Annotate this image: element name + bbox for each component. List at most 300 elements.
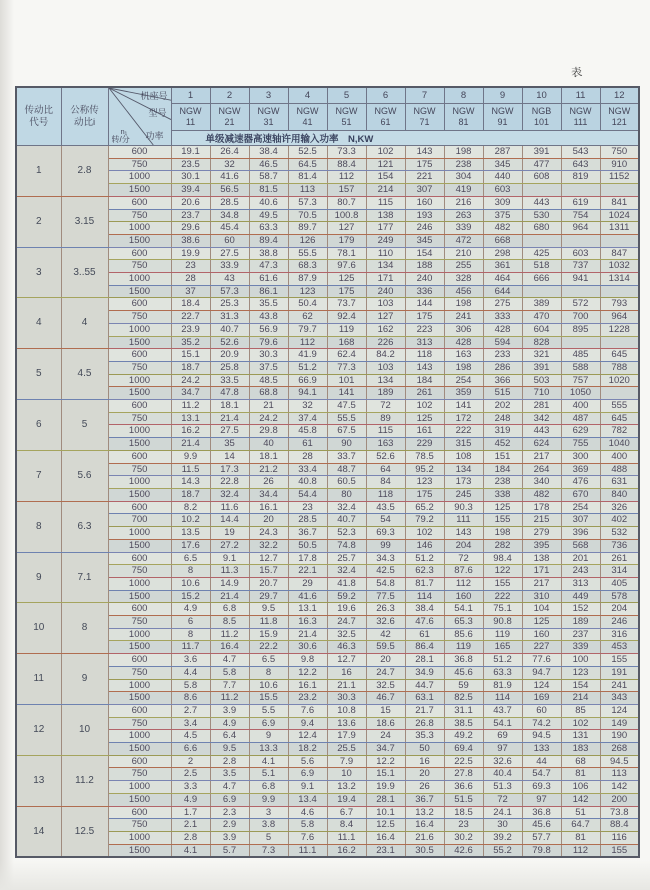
power-value-cell: 6.6 bbox=[171, 743, 210, 756]
power-value-cell: 1032 bbox=[600, 260, 639, 273]
power-value-cell: 515 bbox=[483, 387, 522, 400]
power-value-cell: 131 bbox=[561, 730, 600, 743]
power-value-cell: 190 bbox=[600, 730, 639, 743]
power-value-cell: 3.5 bbox=[210, 768, 249, 781]
power-value-cell: 246 bbox=[600, 616, 639, 629]
power-value-cell: 24.2 bbox=[249, 412, 288, 425]
power-value-cell: 1040 bbox=[600, 438, 639, 451]
power-value-cell: 18.7 bbox=[171, 488, 210, 501]
power-value-cell: 102 bbox=[405, 400, 444, 413]
nominal-ratio-cell: 3..55 bbox=[61, 247, 108, 298]
power-value-cell: 41.9 bbox=[288, 349, 327, 362]
power-value-cell: 8 bbox=[171, 628, 210, 641]
power-value-cell: 183 bbox=[561, 743, 600, 756]
power-value-cell: 9.1 bbox=[210, 552, 249, 565]
power-value-cell: 175 bbox=[327, 285, 366, 298]
rpm-cell: 1500 bbox=[108, 488, 171, 501]
power-value-cell: 223 bbox=[405, 323, 444, 336]
rpm-cell: 750 bbox=[108, 412, 171, 425]
model-cell: NGW 71 bbox=[405, 104, 444, 131]
power-value-cell: 555 bbox=[600, 400, 639, 413]
power-value-cell: 6.4 bbox=[210, 730, 249, 743]
rpm-cell: 1500 bbox=[108, 336, 171, 349]
rpm-cell: 1500 bbox=[108, 539, 171, 552]
power-value-cell: 54.1 bbox=[483, 717, 522, 730]
power-value-cell: 98.4 bbox=[483, 552, 522, 565]
power-value-cell: 69.4 bbox=[444, 743, 483, 756]
power-value-cell: 110 bbox=[366, 247, 405, 260]
power-value-cell: 666 bbox=[522, 273, 561, 286]
power-value-cell: 6.7 bbox=[327, 806, 366, 819]
rpm-cell: 1000 bbox=[108, 628, 171, 641]
frame-number-cell: 6 bbox=[366, 87, 405, 104]
power-value-cell: 33.7 bbox=[327, 450, 366, 463]
power-value-cell: 782 bbox=[600, 425, 639, 438]
power-value-cell bbox=[561, 285, 600, 298]
power-value-cell: 395 bbox=[522, 539, 561, 552]
power-value-cell: 215 bbox=[522, 514, 561, 527]
power-value-cell: 339 bbox=[561, 641, 600, 654]
power-value-cell: 736 bbox=[600, 539, 639, 552]
power-value-cell: 59 bbox=[444, 679, 483, 692]
power-value-cell: 304 bbox=[444, 171, 483, 184]
power-value-cell: 100 bbox=[561, 654, 600, 667]
power-value-cell: 157 bbox=[327, 184, 366, 197]
power-value-cell: 163 bbox=[366, 438, 405, 451]
power-value-cell: 5.6 bbox=[288, 755, 327, 768]
power-value-cell: 8 bbox=[249, 666, 288, 679]
nominal-ratio-cell: 9 bbox=[61, 654, 108, 705]
power-value-cell: 54 bbox=[366, 514, 405, 527]
power-value-cell: 375 bbox=[483, 209, 522, 222]
table-row bbox=[16, 311, 639, 324]
power-value-cell: 910 bbox=[600, 158, 639, 171]
power-value-cell: 30 bbox=[483, 819, 522, 832]
power-value-cell: 603 bbox=[561, 247, 600, 260]
power-value-cell: 1311 bbox=[600, 222, 639, 235]
power-value-cell: 81.5 bbox=[249, 184, 288, 197]
power-value-cell: 25.5 bbox=[327, 743, 366, 756]
power-value-cell: 86.1 bbox=[249, 285, 288, 298]
power-value-cell: 17.3 bbox=[210, 463, 249, 476]
power-value-cell bbox=[561, 234, 600, 247]
power-value-cell: 114 bbox=[483, 692, 522, 705]
table-row bbox=[16, 679, 639, 692]
table-row bbox=[16, 450, 639, 463]
table-row bbox=[16, 323, 639, 336]
power-value-cell: 198 bbox=[444, 361, 483, 374]
rpm-cell: 750 bbox=[108, 717, 171, 730]
model-cell: NGW 21 bbox=[210, 104, 249, 131]
power-value-cell: 3.3 bbox=[171, 781, 210, 794]
power-value-cell: 33.4 bbox=[288, 463, 327, 476]
power-value-cell: 366 bbox=[483, 374, 522, 387]
rpm-cell: 1500 bbox=[108, 590, 171, 603]
rpm-cell: 1000 bbox=[108, 222, 171, 235]
table-row bbox=[16, 514, 639, 527]
power-value-cell: 54.1 bbox=[444, 603, 483, 616]
rpm-cell: 600 bbox=[108, 450, 171, 463]
power-value-cell: 85.6 bbox=[444, 628, 483, 641]
power-value-cell: 95.2 bbox=[405, 463, 444, 476]
power-value-cell: 73.7 bbox=[327, 298, 366, 311]
power-value-cell: 21.7 bbox=[405, 704, 444, 717]
power-value-cell: 114 bbox=[405, 590, 444, 603]
power-value-cell: 624 bbox=[522, 438, 561, 451]
table-row bbox=[16, 260, 639, 273]
power-value-cell: 21.1 bbox=[327, 679, 366, 692]
power-value-cell: 5 bbox=[249, 831, 288, 844]
power-value-cell: 6 bbox=[171, 616, 210, 629]
power-value-cell: 645 bbox=[600, 349, 639, 362]
power-value-cell: 142 bbox=[561, 793, 600, 806]
power-value-cell: 40 bbox=[249, 438, 288, 451]
power-value-cell: 123 bbox=[561, 666, 600, 679]
model-cell: NGW 81 bbox=[444, 104, 483, 131]
power-value-cell: 30.3 bbox=[249, 349, 288, 362]
power-value-cell: 21.4 bbox=[171, 438, 210, 451]
power-value-cell: 204 bbox=[600, 603, 639, 616]
power-value-cell: 14.9 bbox=[210, 577, 249, 590]
power-value-cell: 11.6 bbox=[210, 501, 249, 514]
power-value-cell: 261 bbox=[600, 552, 639, 565]
power-value-cell: 7.9 bbox=[327, 755, 366, 768]
power-value-cell: 4.1 bbox=[171, 844, 210, 857]
power-value-cell: 680 bbox=[522, 222, 561, 235]
power-value-cell: 127 bbox=[327, 222, 366, 235]
power-value-cell: 84 bbox=[366, 476, 405, 489]
power-value-cell: 47.8 bbox=[210, 387, 249, 400]
power-value-cell: 46.3 bbox=[327, 641, 366, 654]
power-value-cell: 25.3 bbox=[210, 298, 249, 311]
power-value-cell: 40.7 bbox=[327, 514, 366, 527]
power-value-cell: 52.3 bbox=[327, 527, 366, 540]
power-value-cell: 70.5 bbox=[288, 209, 327, 222]
power-value-cell: 476 bbox=[561, 476, 600, 489]
power-value-cell: 828 bbox=[522, 336, 561, 349]
power-value-cell: 15.9 bbox=[249, 628, 288, 641]
power-value-cell: 7.3 bbox=[249, 844, 288, 857]
power-value-cell: 81.7 bbox=[405, 577, 444, 590]
power-value-cell: 23 bbox=[288, 501, 327, 514]
table-row bbox=[16, 527, 639, 540]
power-value-cell: 396 bbox=[561, 527, 600, 540]
power-value-cell: 13.6 bbox=[327, 717, 366, 730]
model-cell: NGW 51 bbox=[327, 104, 366, 131]
table-row bbox=[16, 577, 639, 590]
ratio-code-cell: 6 bbox=[16, 400, 61, 451]
power-value-cell: 17.8 bbox=[288, 552, 327, 565]
power-value-cell: 4.6 bbox=[288, 806, 327, 819]
power-value-cell: 94.1 bbox=[288, 387, 327, 400]
power-value-cell: 25.7 bbox=[327, 552, 366, 565]
power-value-cell: 604 bbox=[522, 323, 561, 336]
power-value-cell: 168 bbox=[327, 336, 366, 349]
power-value-cell bbox=[600, 184, 639, 197]
power-value-cell: 443 bbox=[522, 425, 561, 438]
rpm-cell: 600 bbox=[108, 146, 171, 159]
power-value-cell: 143 bbox=[444, 527, 483, 540]
power-value-cell: 895 bbox=[561, 323, 600, 336]
power-value-cell: 19.1 bbox=[171, 146, 210, 159]
power-value-cell: 453 bbox=[600, 641, 639, 654]
power-value-cell: 35.3 bbox=[405, 730, 444, 743]
ratio-code-cell: 3 bbox=[16, 247, 61, 298]
table-row bbox=[16, 222, 639, 235]
ratio-code-cell: 1 bbox=[16, 146, 61, 197]
power-value-cell: 97 bbox=[522, 793, 561, 806]
power-value-cell: 333 bbox=[483, 311, 522, 324]
table-row bbox=[16, 184, 639, 197]
power-value-cell: 1020 bbox=[600, 374, 639, 387]
power-value-cell: 8.4 bbox=[327, 819, 366, 832]
ratio-code-cell: 8 bbox=[16, 501, 61, 552]
power-value-cell: 482 bbox=[522, 488, 561, 501]
power-value-cell: 336 bbox=[405, 285, 444, 298]
power-value-cell: 11.8 bbox=[249, 616, 288, 629]
power-value-cell: 113 bbox=[600, 768, 639, 781]
power-value-cell: 222 bbox=[483, 590, 522, 603]
power-value-cell: 315 bbox=[444, 438, 483, 451]
power-value-cell: 101 bbox=[327, 374, 366, 387]
power-value-cell: 102 bbox=[366, 146, 405, 159]
table-row bbox=[16, 412, 639, 425]
power-value-cell: 72 bbox=[444, 552, 483, 565]
power-value-cell: 518 bbox=[522, 260, 561, 273]
power-value-cell: 2.8 bbox=[210, 755, 249, 768]
power-value-cell: 10.6 bbox=[171, 577, 210, 590]
power-value-cell: 106 bbox=[561, 781, 600, 794]
power-value-cell: 300 bbox=[561, 450, 600, 463]
power-value-cell: 487 bbox=[561, 412, 600, 425]
diag-rpm-text: 转/分 bbox=[111, 134, 130, 144]
power-value-cell: 33.5 bbox=[210, 374, 249, 387]
power-value-cell: 134 bbox=[366, 374, 405, 387]
power-value-cell: 18.1 bbox=[210, 400, 249, 413]
power-value-cell: 34.4 bbox=[249, 488, 288, 501]
power-value-cell: 532 bbox=[600, 527, 639, 540]
power-value-cell: 21.4 bbox=[210, 590, 249, 603]
power-value-cell: 10.6 bbox=[249, 679, 288, 692]
nominal-ratio-cell: 8 bbox=[61, 603, 108, 654]
power-value-cell: 9.5 bbox=[249, 603, 288, 616]
frame-number-cell: 7 bbox=[405, 87, 444, 104]
power-value-cell: 65.3 bbox=[444, 616, 483, 629]
rpm-cell: 1000 bbox=[108, 374, 171, 387]
table-row bbox=[16, 349, 639, 362]
power-value-cell: 12.2 bbox=[366, 755, 405, 768]
power-value-cell: 28.1 bbox=[366, 793, 405, 806]
power-value-cell: 55.5 bbox=[288, 247, 327, 260]
power-value-cell: 841 bbox=[600, 196, 639, 209]
table-row bbox=[16, 476, 639, 489]
power-value-cell: 45.8 bbox=[288, 425, 327, 438]
header-ratio-code bbox=[16, 87, 61, 146]
model-cell: NGW 121 bbox=[600, 104, 639, 131]
table-row bbox=[16, 539, 639, 552]
power-value-cell: 67.5 bbox=[327, 425, 366, 438]
power-value-cell: 21.2 bbox=[249, 463, 288, 476]
ratio-code-cell: 13 bbox=[16, 755, 61, 806]
power-value-cell: 32.6 bbox=[366, 616, 405, 629]
power-value-cell: 45.6 bbox=[444, 666, 483, 679]
model-cell: NGW 41 bbox=[288, 104, 327, 131]
power-value-cell: 61 bbox=[405, 628, 444, 641]
power-value-cell: 82.5 bbox=[444, 692, 483, 705]
power-value-cell: 64.5 bbox=[288, 158, 327, 171]
nominal-ratio-cell: 11.2 bbox=[61, 755, 108, 806]
power-value-cell: 102 bbox=[561, 717, 600, 730]
power-value-cell: 49.5 bbox=[249, 209, 288, 222]
power-value-cell: 48.7 bbox=[327, 463, 366, 476]
power-value-cell: 54.4 bbox=[288, 488, 327, 501]
power-value-cell: 172 bbox=[444, 412, 483, 425]
power-value-cell: 163 bbox=[444, 349, 483, 362]
frame-number-cell: 4 bbox=[288, 87, 327, 104]
power-value-cell: 44.7 bbox=[405, 679, 444, 692]
power-value-cell: 18.6 bbox=[366, 717, 405, 730]
power-value-cell: 2 bbox=[171, 755, 210, 768]
power-value-cell: 16.3 bbox=[288, 616, 327, 629]
power-value-cell: 757 bbox=[561, 374, 600, 387]
power-value-cell: 5.8 bbox=[210, 666, 249, 679]
power-value-cell: 21 bbox=[249, 400, 288, 413]
power-value-cell: 155 bbox=[483, 514, 522, 527]
power-value-cell: 8.5 bbox=[210, 616, 249, 629]
power-value-cell: 603 bbox=[483, 184, 522, 197]
power-value-cell: 19.9 bbox=[171, 247, 210, 260]
power-value-cell: 237 bbox=[561, 628, 600, 641]
power-value-cell: 65.2 bbox=[405, 501, 444, 514]
power-value-cell: 275 bbox=[483, 298, 522, 311]
power-value-cell: 149 bbox=[600, 717, 639, 730]
nominal-ratio-cell: 6.3 bbox=[61, 501, 108, 552]
diag-rpm-sub: n₁ bbox=[120, 126, 128, 136]
power-value-cell bbox=[600, 234, 639, 247]
table-row bbox=[16, 730, 639, 743]
power-value-cell: 50.5 bbox=[288, 539, 327, 552]
power-value-cell: 13.5 bbox=[171, 527, 210, 540]
power-value-cell: 119 bbox=[444, 641, 483, 654]
power-value-cell: 391 bbox=[522, 146, 561, 159]
ratio-code-cell: 5 bbox=[16, 349, 61, 400]
power-value-cell: 16.1 bbox=[288, 679, 327, 692]
power-value-cell: 18.1 bbox=[249, 450, 288, 463]
power-value-cell: 14.3 bbox=[171, 476, 210, 489]
rpm-cell: 1000 bbox=[108, 781, 171, 794]
power-value-cell: 32 bbox=[288, 400, 327, 413]
power-value-cell: 6.8 bbox=[210, 603, 249, 616]
power-value-cell: 306 bbox=[444, 323, 483, 336]
power-value-cell: 188 bbox=[405, 260, 444, 273]
power-value-cell: 57.3 bbox=[288, 196, 327, 209]
power-value-cell: 198 bbox=[483, 527, 522, 540]
power-value-cell: 28 bbox=[171, 273, 210, 286]
power-value-cell: 964 bbox=[561, 222, 600, 235]
power-value-cell: 38.8 bbox=[249, 247, 288, 260]
table-row bbox=[16, 336, 639, 349]
power-value-cell: 345 bbox=[483, 158, 522, 171]
power-value-cell: 79.8 bbox=[522, 844, 561, 857]
power-value-cell: 36.7 bbox=[288, 527, 327, 540]
power-value-cell: 52.6 bbox=[366, 450, 405, 463]
power-value-cell: 233 bbox=[483, 349, 522, 362]
power-value-cell: 34.7 bbox=[366, 743, 405, 756]
power-value-cell: 124 bbox=[522, 679, 561, 692]
table-row bbox=[16, 565, 639, 578]
power-value-cell: 645 bbox=[600, 412, 639, 425]
power-value-cell: 88.4 bbox=[327, 158, 366, 171]
power-value-cell: 37 bbox=[171, 285, 210, 298]
power-value-cell: 119 bbox=[483, 628, 522, 641]
power-value-cell: 8.6 bbox=[171, 692, 210, 705]
table-row bbox=[16, 273, 639, 286]
power-value-cell: 38.4 bbox=[405, 603, 444, 616]
table-row bbox=[16, 692, 639, 705]
table-row bbox=[16, 654, 639, 667]
power-value-cell: 68.3 bbox=[288, 260, 327, 273]
power-value-cell: 43.5 bbox=[366, 501, 405, 514]
rpm-cell: 750 bbox=[108, 260, 171, 273]
power-value-cell: 126 bbox=[288, 234, 327, 247]
power-value-cell: 3.9 bbox=[210, 831, 249, 844]
power-value-cell: 25.8 bbox=[210, 361, 249, 374]
power-value-cell: 472 bbox=[444, 234, 483, 247]
rpm-cell: 1000 bbox=[108, 730, 171, 743]
power-value-cell: 47.3 bbox=[249, 260, 288, 273]
power-value-cell: 819 bbox=[561, 171, 600, 184]
power-value-cell: 10.2 bbox=[171, 514, 210, 527]
power-value-cell: 90.8 bbox=[483, 616, 522, 629]
power-value-cell: 22.1 bbox=[288, 565, 327, 578]
power-value-cell: 59.2 bbox=[327, 590, 366, 603]
power-value-cell: 43 bbox=[210, 273, 249, 286]
power-value-cell: 249 bbox=[366, 234, 405, 247]
power-value-cell: 75.1 bbox=[483, 603, 522, 616]
power-value-cell: 419 bbox=[444, 184, 483, 197]
power-value-cell: 102 bbox=[405, 527, 444, 540]
power-value-cell: 11.1 bbox=[288, 844, 327, 857]
power-value-cell: 338 bbox=[483, 488, 522, 501]
power-value-cell: 700 bbox=[561, 311, 600, 324]
rpm-cell: 600 bbox=[108, 247, 171, 260]
power-value-cell: 44 bbox=[522, 755, 561, 768]
nominal-ratio-cell: 7.1 bbox=[61, 552, 108, 603]
power-value-cell: 56.9 bbox=[249, 323, 288, 336]
power-value-cell: 214 bbox=[561, 692, 600, 705]
power-value-cell: 26 bbox=[249, 476, 288, 489]
rpm-cell: 600 bbox=[108, 349, 171, 362]
rpm-cell: 600 bbox=[108, 603, 171, 616]
table-row bbox=[16, 616, 639, 629]
power-value-cell: 63.3 bbox=[249, 222, 288, 235]
power-value-cell: 3.6 bbox=[171, 654, 210, 667]
power-value-cell: 115 bbox=[366, 196, 405, 209]
power-value-cell: 1024 bbox=[600, 209, 639, 222]
power-value-cell: 72 bbox=[366, 400, 405, 413]
power-value-cell: 112 bbox=[327, 171, 366, 184]
power-value-cell: 50 bbox=[405, 743, 444, 756]
power-value-cell: 221 bbox=[405, 171, 444, 184]
power-value-cell: 6.8 bbox=[249, 781, 288, 794]
table-row bbox=[16, 743, 639, 756]
power-value-cell: 298 bbox=[483, 247, 522, 260]
power-value-cell: 287 bbox=[483, 146, 522, 159]
table-row bbox=[16, 641, 639, 654]
table-row bbox=[16, 209, 639, 222]
power-value-cell: 40.6 bbox=[249, 196, 288, 209]
power-value-cell: 443 bbox=[522, 196, 561, 209]
